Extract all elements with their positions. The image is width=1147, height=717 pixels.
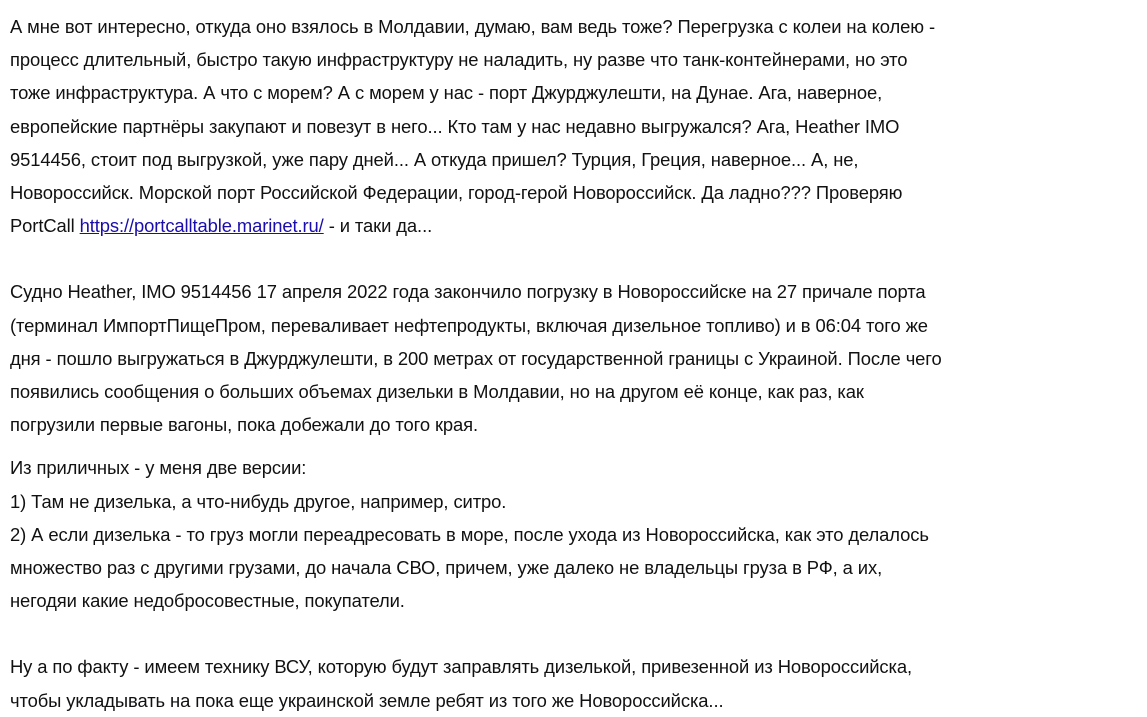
- text-line: тоже инфраструктура. А что с морем? А с морем у нас - порт Джурджулешти, на Дунае. Ага, наверное,: [10, 82, 883, 104]
- text-line: 9514456, стоит под выгрузкой, уже пару дней... А откуда пришел? Турция, Греция, наверное... А, не,: [10, 148, 859, 170]
- text-line: Из приличных - у меня две версии:: [10, 457, 307, 479]
- text-line: европейские партнёры закупают и повезут в него... Кто там у нас недавно выгружался? Ага, Heather IMO: [10, 115, 900, 137]
- text-segment: - и таки да...: [323, 215, 433, 237]
- text-line: негодяи какие недобросовестные, покупатели.: [10, 590, 405, 612]
- text-line: дня - пошло выгружаться в Джурджулешти, в 200 метрах от государственной границы с Украиной. После чего: [10, 347, 942, 369]
- portcall-link[interactable]: https://portcalltable.marinet.ru/: [79, 215, 324, 237]
- text-line: А мне вот интересно, откуда оно взялось в Молдавии, думаю, вам ведь тоже? Перегрузка с колеи на колею -: [10, 16, 935, 37]
- paragraph-heather-vessel: [10, 275, 1138, 441]
- list-item: 1) Там не дизелька, а что-нибудь другое, например, ситро.: [10, 490, 507, 512]
- text-line: появились сообщения о больших объемах дизельки в Молдавии, но на другом её конце, как раз, как: [10, 381, 864, 403]
- document-body: [10, 10, 1138, 717]
- paragraph-versions: [10, 451, 1138, 617]
- text-line: Судно Heather, IMO 9514456 17 апреля 2022 года закончило погрузку в Новороссийске на 27 причале порта: [10, 281, 926, 303]
- text-line-with-link: [10, 209, 1138, 242]
- text-line: Новороссийск. Морской порт Российской Федерации, город-герой Новороссийск. Да ладно??? Проверяю: [10, 182, 903, 204]
- text-segment: PortCall: [10, 215, 80, 237]
- list-item: 2) А если дизелька - то груз могли переадресовать в море, после ухода из Новороссийска, как это делалось: [10, 523, 929, 545]
- paragraph-moldova-question: [10, 10, 1138, 242]
- text-line: (терминал ИмпортПищеПром, переваливает нефтепродукты, включая дизельное топливо) и в 06:04 того же: [10, 314, 928, 336]
- text-line: погрузили первые вагоны, пока добежали до того края.: [10, 414, 479, 436]
- paragraph-conclusion: [10, 650, 1138, 716]
- text-line: Ну а по факту - имеем технику ВСУ, которую будут заправлять дизелькой, привезенной из Новороссийска,: [10, 656, 913, 678]
- text-line: процесс длительный, быстро такую инфраструктуру не наладить, ну разве что танк-контейнерами, но это: [10, 49, 908, 71]
- text-line: множество раз с другими грузами, до начала СВО, причем, уже далеко не владельцы груза в РФ, а их,: [10, 557, 883, 579]
- text-line: чтобы укладывать на пока еще украинской земле ребят из того же Новороссийска...: [10, 689, 724, 711]
